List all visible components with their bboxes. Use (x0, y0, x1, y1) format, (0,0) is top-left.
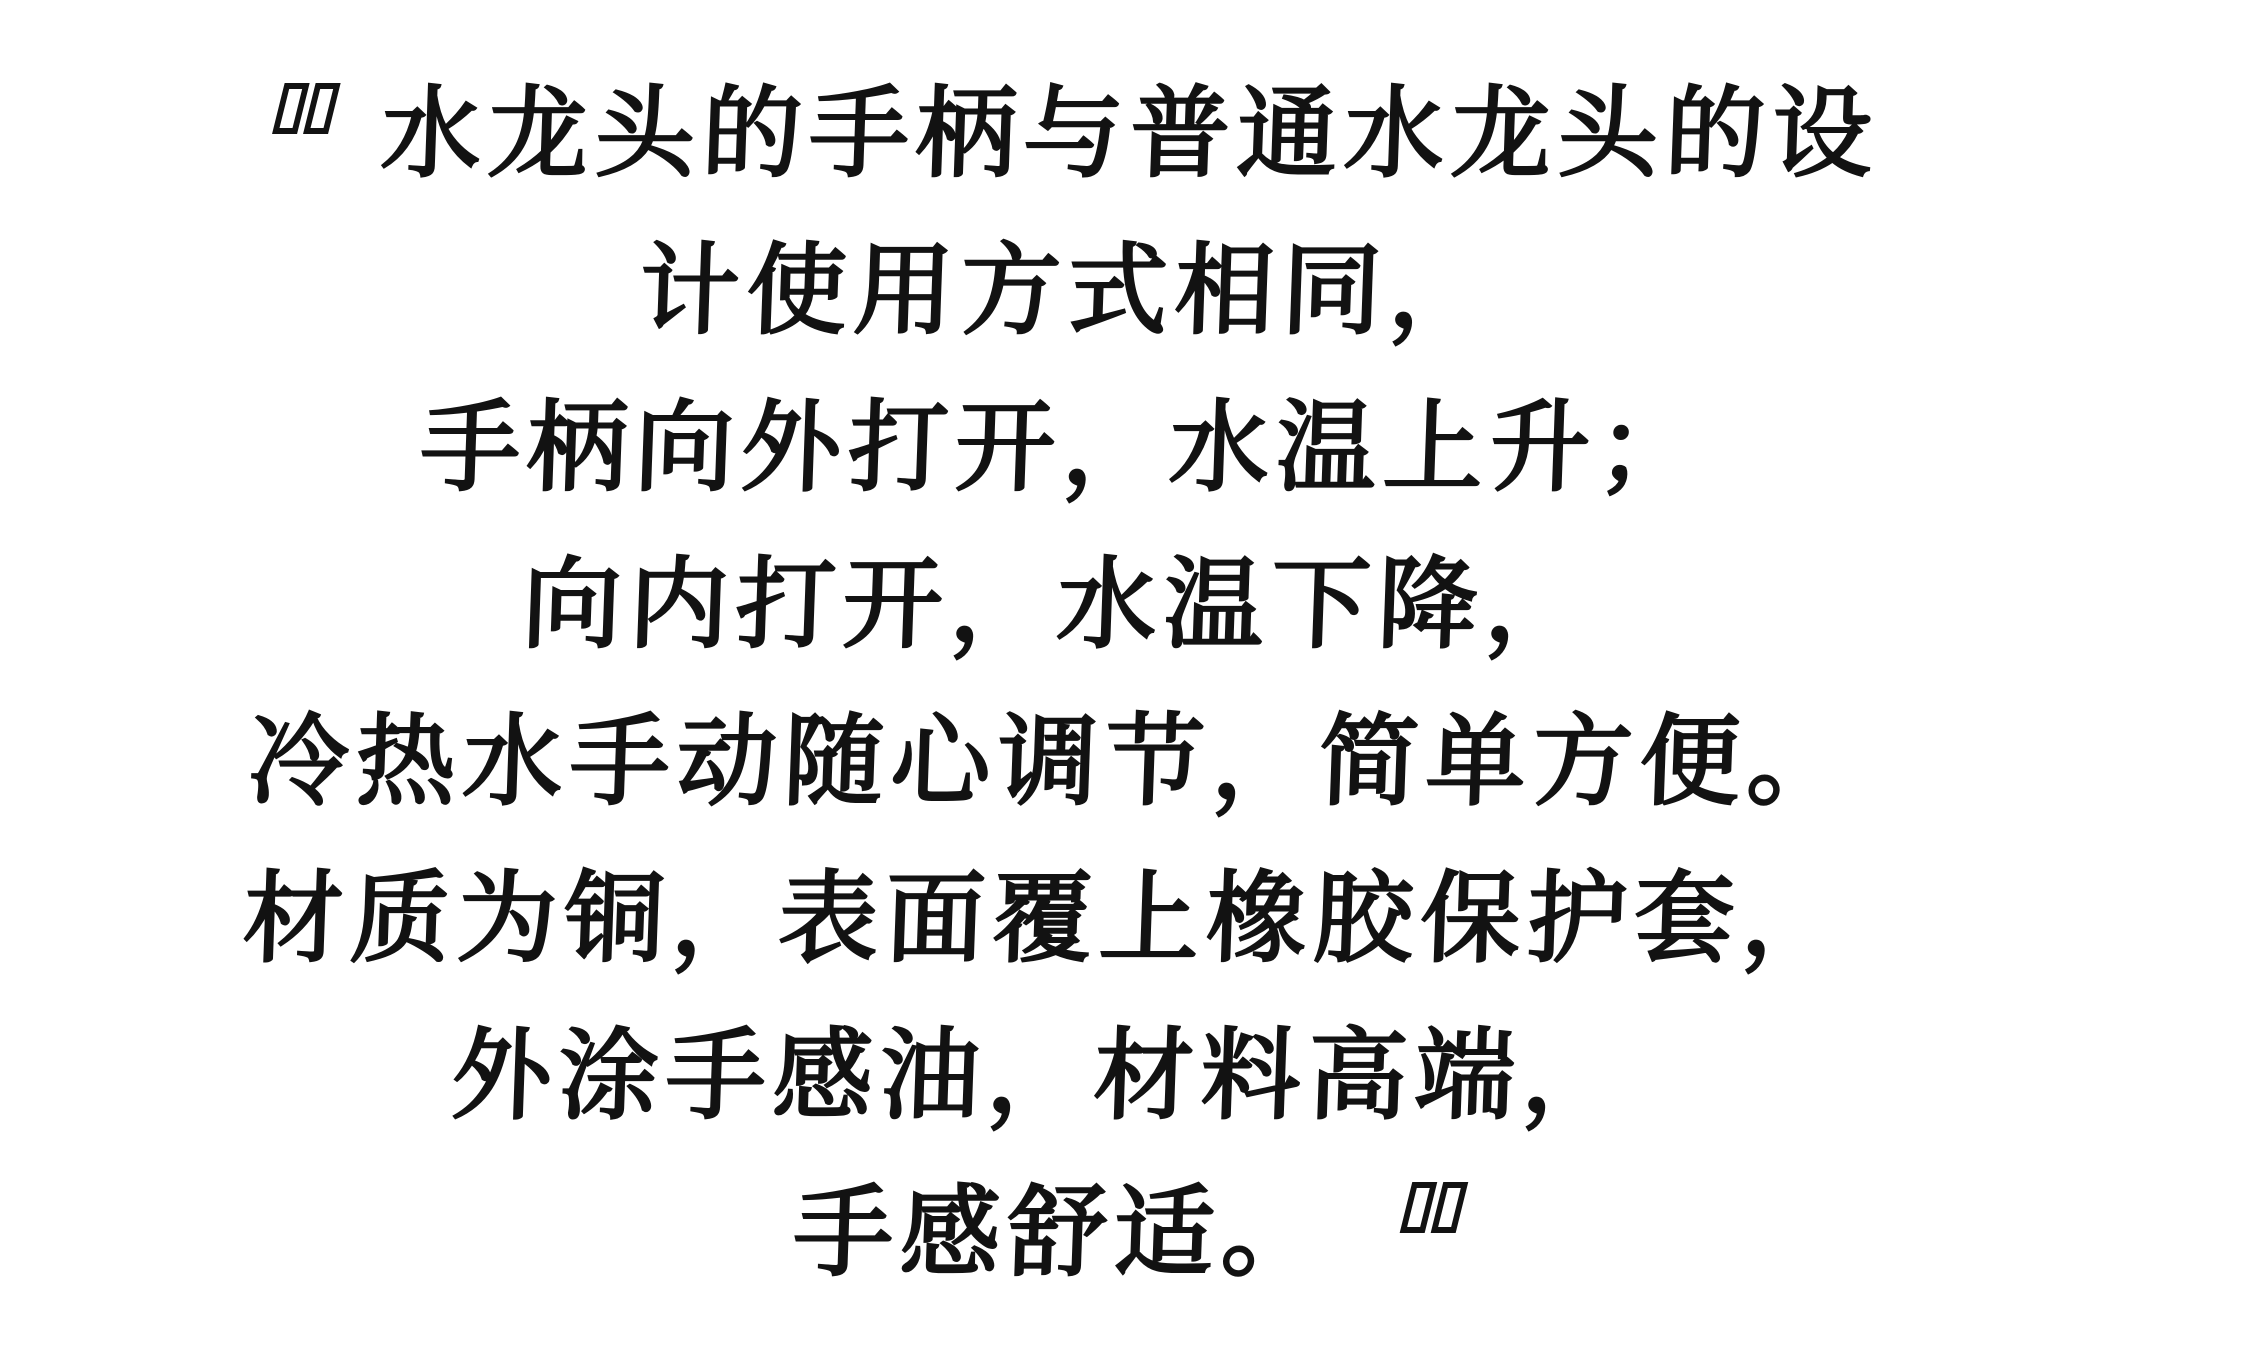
quote-line (5, 370, 2120, 527)
quote-line (0, 998, 2098, 1155)
quote-line-text: 计使用方式相同， (637, 235, 1498, 347)
quote-line (0, 684, 2109, 841)
quote-line-text: 手感舒适。 (791, 1177, 1331, 1289)
quote-line (0, 527, 2115, 684)
quote-line (10, 213, 2125, 370)
quote-line-text: 水龙头的手柄与普通水龙头的设 (379, 78, 1882, 190)
quote-line (15, 56, 2130, 213)
quote-line (67, 1155, 2182, 1312)
quote-line-text: 向内打开，水温下降， (519, 549, 1594, 661)
quote-line (0, 841, 2104, 998)
quote-line-text: 冷热水手动随心调节，简单方便。 (246, 706, 1856, 818)
open-quote-icon (269, 83, 344, 134)
quote-line-text: 外涂手感油，材料高端， (449, 1020, 1631, 1132)
quote-line-text: 材质为铜，表面覆上橡胶保护套， (241, 863, 1851, 975)
close-quote-icon (1396, 1182, 1471, 1233)
quote-line-text: 手柄向外打开，水温上升； (418, 392, 1707, 504)
